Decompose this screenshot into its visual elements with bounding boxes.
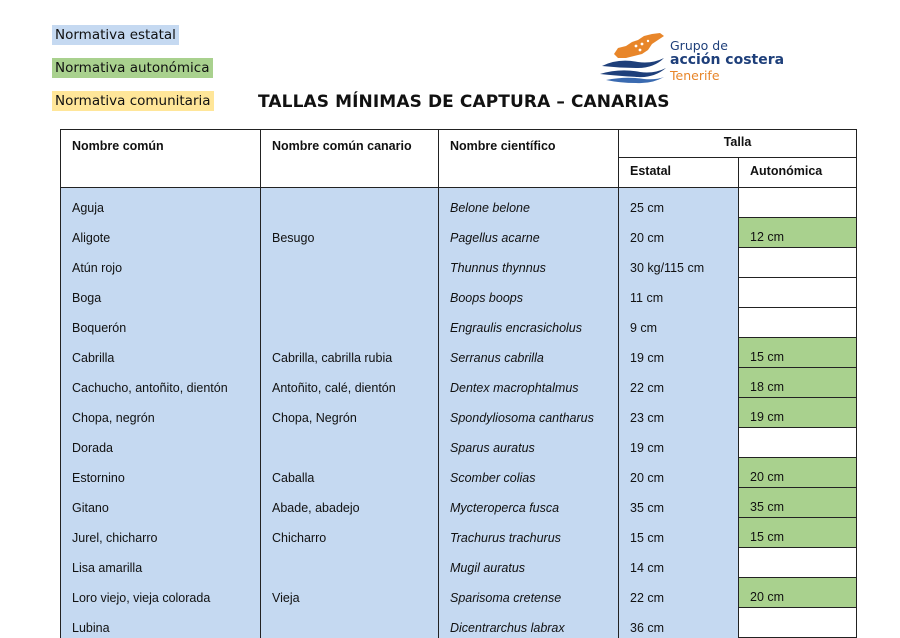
cell-talla-estatal: 14 cm: [619, 548, 739, 578]
cell-talla-estatal: 30 kg/115 cm: [619, 248, 739, 278]
cell-talla-autonomica: 19 cm: [739, 398, 857, 428]
cell-nombre-canario: Besugo: [261, 218, 439, 248]
cell-talla-autonomica: [739, 188, 857, 218]
sizes-table: [60, 129, 857, 638]
cell-nombre-comun: Aguja: [61, 188, 261, 218]
cell-nombre-comun: Atún rojo: [61, 248, 261, 278]
cell-nombre-cientifico: Belone belone: [439, 188, 619, 218]
cell-nombre-cientifico: Boops boops: [439, 278, 619, 308]
cell-nombre-comun: Boquerón: [61, 308, 261, 338]
cell-talla-estatal: 35 cm: [619, 488, 739, 518]
cell-nombre-canario: Antoñito, calé, dientón: [261, 368, 439, 398]
logo-line-3: Tenerife: [670, 68, 720, 83]
table-row: [61, 368, 857, 398]
table-row: [61, 488, 857, 518]
table-row: [61, 218, 857, 248]
logo-line-1: Grupo de: [670, 38, 728, 53]
table-row: [61, 338, 857, 368]
cell-nombre-cientifico: Mycteroperca fusca: [439, 488, 619, 518]
cell-talla-estatal: 36 cm: [619, 608, 739, 638]
header-estatal: Estatal: [619, 158, 739, 188]
cell-nombre-canario: [261, 608, 439, 638]
cell-talla-autonomica: 15 cm: [739, 518, 857, 548]
cell-nombre-comun: Jurel, chicharro: [61, 518, 261, 548]
cell-talla-autonomica: [739, 278, 857, 308]
cell-nombre-cientifico: Sparus auratus: [439, 428, 619, 458]
header-autonomica: Autonómica: [739, 158, 857, 188]
cell-nombre-comun: Lisa amarilla: [61, 548, 261, 578]
table-row: [61, 248, 857, 278]
cell-talla-estatal: 20 cm: [619, 458, 739, 488]
cell-nombre-comun: Estornino: [61, 458, 261, 488]
cell-talla-autonomica: 20 cm: [739, 578, 857, 608]
cell-nombre-cientifico: Spondyliosoma cantharus: [439, 398, 619, 428]
cell-talla-estatal: 22 cm: [619, 578, 739, 608]
cell-talla-estatal: 15 cm: [619, 518, 739, 548]
cell-nombre-canario: Caballa: [261, 458, 439, 488]
table-row: [61, 428, 857, 458]
table-row: [61, 518, 857, 548]
cell-nombre-canario: [261, 278, 439, 308]
cell-nombre-comun: Cabrilla: [61, 338, 261, 368]
cell-nombre-comun: Chopa, negrón: [61, 398, 261, 428]
cell-nombre-canario: Abade, abadejo: [261, 488, 439, 518]
cell-talla-autonomica: [739, 308, 857, 338]
cell-talla-autonomica: [739, 248, 857, 278]
cell-nombre-comun: Cachucho, antoñito, dientón: [61, 368, 261, 398]
cell-talla-autonomica: 35 cm: [739, 488, 857, 518]
legend-comunitaria: Normativa comunitaria: [52, 91, 214, 111]
cell-talla-autonomica: [739, 608, 857, 638]
cell-talla-estatal: 23 cm: [619, 398, 739, 428]
cell-talla-estatal: 9 cm: [619, 308, 739, 338]
cell-talla-autonomica: [739, 548, 857, 578]
cell-nombre-comun: Loro viejo, vieja colorada: [61, 578, 261, 608]
cell-nombre-canario: Cabrilla, cabrilla rubia: [261, 338, 439, 368]
legend-autonomica: Normativa autonómica: [52, 58, 213, 78]
table-row: [61, 278, 857, 308]
table-row: [61, 398, 857, 428]
cell-talla-estatal: 11 cm: [619, 278, 739, 308]
table-row: [61, 308, 857, 338]
cell-nombre-canario: [261, 248, 439, 278]
cell-talla-autonomica: [739, 428, 857, 458]
cell-nombre-cientifico: Scomber colias: [439, 458, 619, 488]
cell-nombre-cientifico: Thunnus thynnus: [439, 248, 619, 278]
page-title: TALLAS MÍNIMAS DE CAPTURA – CANARIAS: [258, 92, 670, 112]
island-logo-icon: [598, 32, 670, 84]
cell-talla-autonomica: 12 cm: [739, 218, 857, 248]
cell-talla-estatal: 22 cm: [619, 368, 739, 398]
table-row: [61, 578, 857, 608]
cell-nombre-canario: [261, 188, 439, 218]
cell-nombre-comun: Gitano: [61, 488, 261, 518]
cell-nombre-comun: Boga: [61, 278, 261, 308]
cell-nombre-canario: [261, 308, 439, 338]
logo: [598, 32, 788, 84]
cell-nombre-comun: Aligote: [61, 218, 261, 248]
cell-nombre-canario: [261, 428, 439, 458]
cell-nombre-cientifico: Mugil auratus: [439, 548, 619, 578]
table-row: [61, 548, 857, 578]
cell-talla-estatal: 25 cm: [619, 188, 739, 218]
cell-talla-estatal: 20 cm: [619, 218, 739, 248]
cell-nombre-canario: Chopa, Negrón: [261, 398, 439, 428]
cell-nombre-comun: Lubina: [61, 608, 261, 638]
cell-nombre-canario: [261, 548, 439, 578]
cell-nombre-canario: Chicharro: [261, 518, 439, 548]
cell-nombre-cientifico: Pagellus acarne: [439, 218, 619, 248]
cell-nombre-cientifico: Dentex macrophtalmus: [439, 368, 619, 398]
cell-nombre-canario: Vieja: [261, 578, 439, 608]
table-row: [61, 458, 857, 488]
cell-nombre-comun: Dorada: [61, 428, 261, 458]
cell-nombre-cientifico: Dicentrarchus labrax: [439, 608, 619, 638]
header-nombre-cientifico: Nombre científico: [439, 130, 619, 188]
cell-talla-autonomica: 15 cm: [739, 338, 857, 368]
cell-nombre-cientifico: Trachurus trachurus: [439, 518, 619, 548]
cell-talla-estatal: 19 cm: [619, 428, 739, 458]
cell-talla-autonomica: 20 cm: [739, 458, 857, 488]
cell-talla-estatal: 19 cm: [619, 338, 739, 368]
header-nombre-canario: Nombre común canario: [261, 130, 439, 188]
table-row: [61, 608, 857, 638]
table-row: [61, 188, 857, 218]
header-talla: Talla: [619, 130, 857, 158]
legend-estatal: Normativa estatal: [52, 25, 179, 45]
logo-line-2: acción costera: [670, 52, 785, 68]
cell-nombre-cientifico: Serranus cabrilla: [439, 338, 619, 368]
cell-nombre-cientifico: Engraulis encrasicholus: [439, 308, 619, 338]
cell-nombre-cientifico: Sparisoma cretense: [439, 578, 619, 608]
header-nombre-comun: Nombre común: [61, 130, 261, 188]
cell-talla-autonomica: 18 cm: [739, 368, 857, 398]
